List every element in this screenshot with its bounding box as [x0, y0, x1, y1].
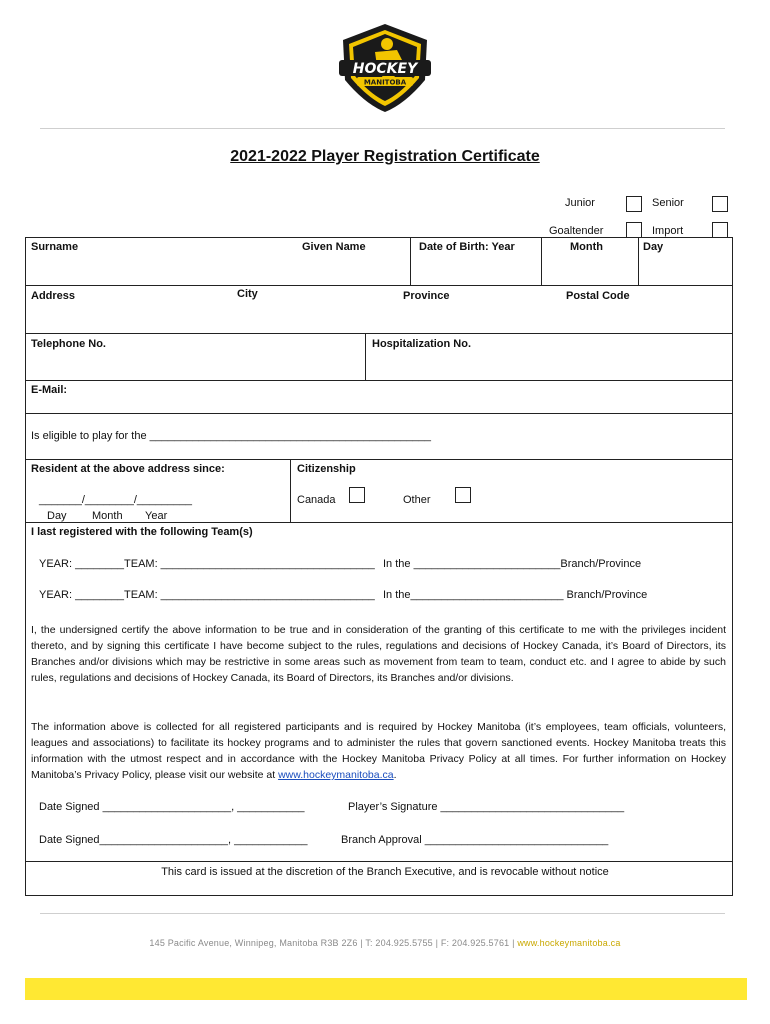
- footer-website: www.hockeymanitoba.ca: [517, 938, 621, 948]
- page-title: 2021-2022 Player Registration Certificate: [230, 148, 540, 165]
- website-link[interactable]: www.hockeymanitoba.ca: [278, 769, 394, 781]
- col-divider: [541, 237, 542, 285]
- canada-label: Canada: [297, 494, 336, 506]
- row-divider: [25, 861, 733, 862]
- certification-paragraph: I, the undersigned certify the above information to be true and in consideration of the granting of this certificate to me with the privileges incident thereto, and by signing this certificate I have become subject to the rules, regulations and decisions of Hockey Canada, it’s Board of Directors, its Branches and/or divisions which may be restrictive in some areas such as movement from team to team, conduct etc. and I agree to abide by such rules, regulations and decisions of Hockey Canada, its Board of Directors, its Branches and/or divisions.: [31, 624, 726, 684]
- goaltender-label: Goaltender: [549, 225, 604, 237]
- resident-since-label: Resident at the above address since:: [31, 463, 225, 475]
- header-divider: [40, 128, 725, 129]
- last-registered-label: I last registered with the following Team(s): [31, 526, 253, 538]
- telephone-label: Telephone No.: [31, 338, 106, 350]
- import-checkbox[interactable]: [712, 222, 728, 238]
- row-divider: [25, 285, 733, 286]
- footer-divider: [40, 913, 725, 914]
- year-team-line-2: YEAR: ________TEAM: ___________________________________: [39, 589, 375, 601]
- footer-yellow-bar: [25, 978, 747, 1000]
- col-divider: [290, 459, 291, 522]
- goaltender-checkbox[interactable]: [626, 222, 642, 238]
- senior-label: Senior: [652, 197, 684, 209]
- player-signature-line: Player’s Signature ______________________________: [348, 801, 625, 813]
- resident-month-label: Month: [92, 510, 123, 522]
- dob-day-label: Day: [643, 241, 664, 253]
- svg-text:HOCKEY: HOCKEY: [352, 61, 418, 77]
- eligible-line: Is eligible to play for the ______________________________________________: [31, 430, 432, 442]
- col-divider: [410, 237, 411, 285]
- revocable-notice: This card is issued at the discretion of the Branch Executive, and is revocable without notice: [161, 866, 609, 878]
- resident-year-label: Year: [145, 510, 168, 522]
- other-checkbox[interactable]: [455, 487, 471, 503]
- resident-day-label: Day: [47, 510, 67, 522]
- address-label: Address: [31, 290, 76, 302]
- privacy-paragraph: The information above is collected for all registered participants and is required by Hockey Manitoba (it’s employees, team officials, volunteers, leagues and associations) to facilitate its hockey programs and to administer the rules that govern sanctioned events. Hockey Manitoba treats this information with the utmost respect and in accordance with the Hockey Manitoba Privacy Policy at all times. For further information on Hockey Manitoba’s Privacy Policy, please visit our website at www.hockeymanitoba.ca.: [31, 721, 726, 781]
- date-signed-line-2: Date Signed_____________________, ____________: [39, 834, 308, 846]
- hockey-manitoba-logo: [335, 22, 435, 114]
- footer-contact: 145 Pacific Avenue, Winnipeg, Manitoba R3B 2Z6 | T: 204.925.5755 | F: 204.925.5761 | www.hockeymanitoba.ca: [149, 938, 621, 948]
- senior-checkbox[interactable]: [712, 196, 728, 212]
- row-divider: [25, 333, 733, 334]
- svg-text:MANITOBA: MANITOBA: [363, 78, 407, 87]
- resident-date-line: _______/________/_________: [39, 494, 192, 506]
- other-label: Other: [403, 494, 431, 506]
- dob-year-label: Date of Birth: Year: [419, 241, 515, 253]
- citizenship-label: Citizenship: [297, 463, 356, 475]
- col-divider: [638, 237, 639, 285]
- email-label: E-Mail:: [31, 384, 68, 396]
- junior-label: Junior: [565, 197, 595, 209]
- branch-approval-line: Branch Approval ______________________________: [341, 834, 609, 846]
- date-signed-line-1: Date Signed _____________________, ___________: [39, 801, 305, 813]
- import-label: Import: [652, 225, 684, 237]
- row-divider: [25, 380, 733, 381]
- year-team-line-1: YEAR: ________TEAM: ___________________________________: [39, 558, 375, 570]
- row-divider: [25, 459, 733, 460]
- hospitalization-label: Hospitalization No.: [372, 338, 471, 350]
- junior-checkbox[interactable]: [626, 196, 642, 212]
- given-name-label: Given Name: [302, 241, 366, 253]
- dob-month-label: Month: [570, 241, 603, 253]
- surname-label: Surname: [31, 241, 79, 253]
- city-label: City: [237, 288, 258, 300]
- row-divider: [25, 413, 733, 414]
- col-divider: [365, 333, 366, 380]
- row-divider: [25, 522, 733, 523]
- canada-checkbox[interactable]: [349, 487, 365, 503]
- province-label: Province: [403, 290, 450, 302]
- branch-line-2: In the_________________________ Branch/Province: [383, 589, 648, 601]
- branch-line-1: In the ________________________Branch/Province: [383, 558, 642, 570]
- postal-code-label: Postal Code: [566, 290, 630, 302]
